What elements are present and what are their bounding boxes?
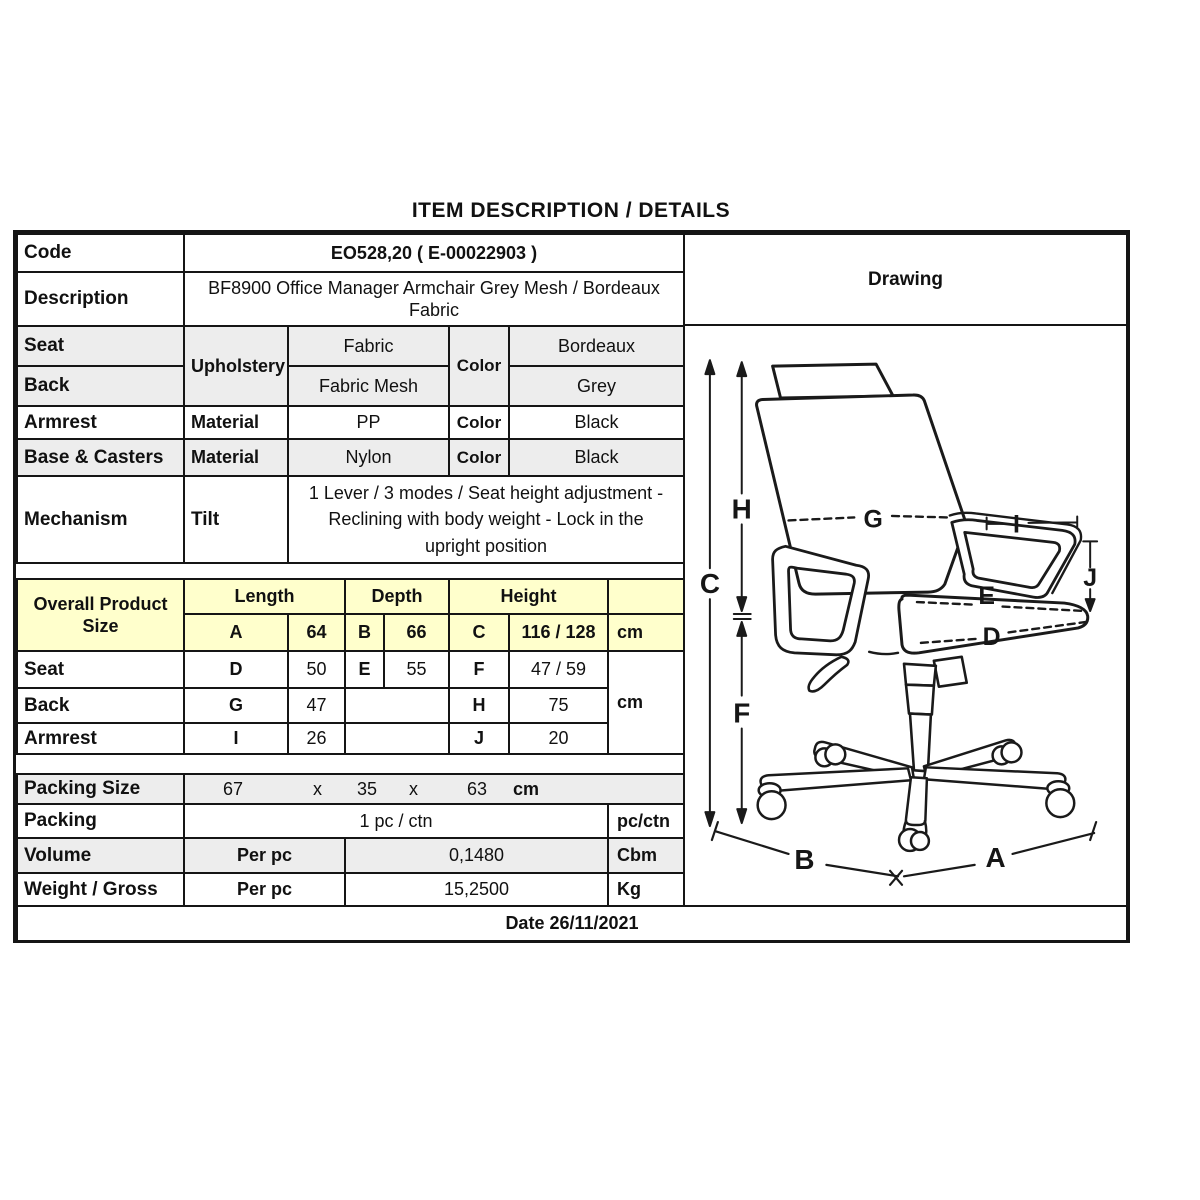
size-row-cell: J xyxy=(448,722,510,755)
date-row: Date 26/11/2021 xyxy=(16,905,1128,942)
color-label-upholstery: Color xyxy=(448,325,510,407)
label-a: A xyxy=(985,841,1006,873)
drawing-area xyxy=(683,324,1128,907)
label-e: E xyxy=(978,582,995,611)
code-value: EO528,20 ( E-00022903 ) xyxy=(183,233,685,273)
weight-value: 15,2500 xyxy=(344,872,609,907)
size-body-unit: cm xyxy=(607,650,685,755)
weight-unit: Kg xyxy=(607,872,685,907)
upholstery-label: Upholstery xyxy=(183,325,289,407)
back-label: Back xyxy=(16,365,185,407)
chair-mechanism xyxy=(934,657,967,687)
dim-a-key: A xyxy=(183,613,289,652)
size-row-cell: 47 xyxy=(287,687,346,724)
packing-size-depth: 35 xyxy=(357,778,378,799)
size-row-cell: F xyxy=(448,650,510,689)
label-b: B xyxy=(794,843,815,875)
description-value: BF8900 Office Manager Armchair Grey Mesh / Bordeaux Fabric xyxy=(183,271,685,327)
material-label-base: Material xyxy=(183,438,289,477)
dimension-arrow-h xyxy=(731,362,752,619)
back-material: Fabric Mesh xyxy=(287,365,450,407)
length-header: Length xyxy=(183,578,346,615)
packing-unit: pc/ctn xyxy=(607,803,685,839)
dim-b-key: B xyxy=(344,613,385,652)
packing-size-height: 63 xyxy=(467,778,488,799)
color-label-base: Color xyxy=(448,438,510,477)
size-unit: cm xyxy=(607,613,685,652)
size-row-cell: G xyxy=(183,687,289,724)
volume-value: 0,1480 xyxy=(344,837,609,874)
volume-label: Volume xyxy=(16,837,185,874)
size-row-armrest-label: Armrest xyxy=(16,722,185,755)
weight-label: Weight / Gross xyxy=(16,872,185,907)
volume-unit: Cbm xyxy=(607,837,685,874)
page-title: ITEM DESCRIPTION / DETAILS xyxy=(411,199,731,222)
size-row-empty xyxy=(344,722,450,755)
dim-a-value: 64 xyxy=(287,613,346,652)
height-header: Height xyxy=(448,578,609,615)
weight-per-pc: Per pc xyxy=(183,872,346,907)
label-i: I xyxy=(1013,510,1020,539)
size-row-seat-label: Seat xyxy=(16,650,185,689)
chair-seat-underside xyxy=(869,652,898,654)
dim-c-key: C xyxy=(448,613,510,652)
packing-size-x: x xyxy=(313,778,322,799)
packing-size-values xyxy=(183,773,685,805)
base-color: Black xyxy=(508,438,685,477)
color-label-armrest: Color xyxy=(448,405,510,440)
packing-size-x: x xyxy=(409,778,418,799)
packing-size-length: 67 xyxy=(223,778,244,799)
chair-lever xyxy=(809,657,849,692)
size-row-cell: 26 xyxy=(287,722,346,755)
size-row-back-label: Back xyxy=(16,687,185,724)
size-row-empty xyxy=(344,687,450,724)
size-row-cell: 55 xyxy=(383,650,450,689)
mechanism-text: 1 Lever / 3 modes / Seat height adjustment - Reclining with body weight - Lock in the upright position xyxy=(287,475,685,564)
label-d: D xyxy=(982,622,1001,651)
armrest-label: Armrest xyxy=(16,405,185,440)
packing-size-unit: cm xyxy=(513,778,540,799)
label-h: H xyxy=(731,493,752,525)
label-g: G xyxy=(863,505,883,534)
depth-header: Depth xyxy=(344,578,450,615)
label-f: F xyxy=(733,697,751,729)
seat-material: Fabric xyxy=(287,325,450,367)
dim-c-value: 116 / 128 xyxy=(508,613,609,652)
label-c: C xyxy=(699,568,720,600)
mechanism-type: Tilt xyxy=(183,475,289,564)
size-row-cell: H xyxy=(448,687,510,724)
mechanism-label: Mechanism xyxy=(16,475,185,564)
seat-label: Seat xyxy=(16,325,185,367)
base-label: Base & Casters xyxy=(16,438,185,477)
size-row-cell: 50 xyxy=(287,650,346,689)
back-color: Grey xyxy=(508,365,685,407)
size-row-cell: 47 / 59 xyxy=(508,650,609,689)
base-material: Nylon xyxy=(287,438,450,477)
label-j: J xyxy=(1083,564,1098,593)
size-header-label: Overall Product Size xyxy=(16,578,185,652)
size-row-cell: 75 xyxy=(508,687,609,724)
volume-per-pc: Per pc xyxy=(183,837,346,874)
packing-size-label: Packing Size xyxy=(16,773,185,805)
packing-value: 1 pc / ctn xyxy=(183,803,609,839)
armrest-material: PP xyxy=(287,405,450,440)
packing-label: Packing xyxy=(16,803,185,839)
chair-technical-drawing xyxy=(685,326,1126,905)
size-row-cell: 20 xyxy=(508,722,609,755)
size-header-spacer xyxy=(607,578,685,615)
armrest-color: Black xyxy=(508,405,685,440)
size-row-cell: E xyxy=(344,650,385,689)
size-row-cell: I xyxy=(183,722,289,755)
size-row-cell: D xyxy=(183,650,289,689)
seat-color: Bordeaux xyxy=(508,325,685,367)
description-label: Description xyxy=(16,271,185,327)
dim-b-value: 66 xyxy=(383,613,450,652)
code-label: Code xyxy=(16,233,185,273)
chair-gas-lift xyxy=(904,664,936,772)
material-label-armrest: Material xyxy=(183,405,289,440)
drawing-header: Drawing xyxy=(683,233,1128,326)
